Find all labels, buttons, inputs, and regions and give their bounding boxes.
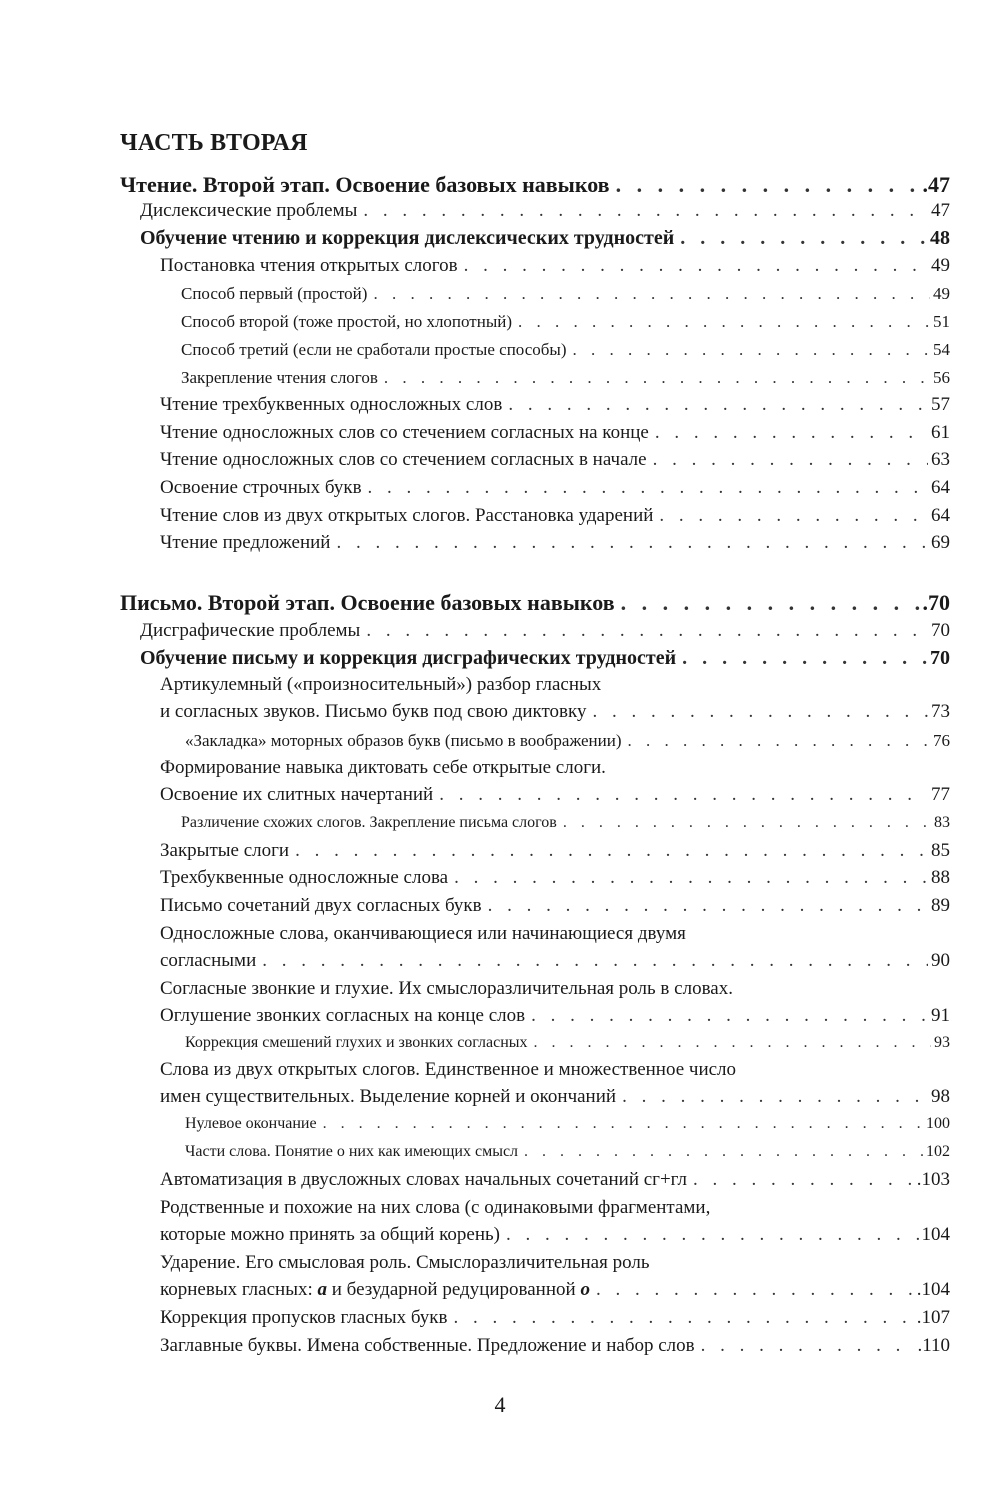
toc-entry-title: Обучение чтению и коррекция дислексических трудностей [140,227,675,249]
toc-entry-title: Чтение предложений [160,532,331,553]
toc-entry-page: 70 [930,647,950,669]
toc-entry-title: Автоматизация в двусложных словах начальных сочетаний сг+гл [160,1169,687,1190]
toc-entry-page: 69 [931,532,950,553]
toc-entry-page: 77 [931,784,950,805]
toc-entry-title: Заглавные буквы. Имена собственные. Предложение и набор слов [160,1335,695,1356]
toc-entry [185,1035,950,1051]
toc-entry-title-line1: Согласные звонкие и глухие. Их смыслоразличительная роль в словах. [160,978,733,999]
toc-entry-title: Коррекция смешений глухих и звонких согласных [185,1034,528,1051]
toc-entry-title-line1: Формирование навыка диктовать себе открытые слоги. [160,757,606,778]
toc-entry-page: 73 [931,701,950,722]
toc-entry-title: Трехбуквенные односложные слова [160,867,449,888]
toc-entry-page: .104 [916,1279,950,1300]
toc-entry-page: 102 [926,1143,950,1160]
toc-entry-page: 56 [933,368,950,387]
toc-entry-page: 51 [933,312,950,331]
toc-entry [160,1087,950,1106]
toc-entry-page: 85 [931,840,950,861]
toc-entry-title-line1: Артикулемный («произносительный») разбор гласных [160,674,602,695]
toc-entry-page: 57 [931,394,950,415]
toc-entry [140,201,950,220]
emphasized-letter: а [317,1279,327,1300]
toc-entry-title: Части слова. Понятие о них как имеющих смысл [185,1143,519,1160]
toc-entry-page: 93 [934,1034,950,1051]
toc-entry-page: 100 [926,1115,950,1132]
toc-entry-page: 90 [931,950,950,971]
toc-entry-title: Чтение односложных слов со стечением согласных в начале [160,449,647,470]
toc-entry-title: Постановка чтения открытых слогов [160,255,458,276]
toc-entry [160,785,950,804]
toc-entry-title: Чтение односложных слов со стечением согласных на конце [160,422,649,443]
toc-entry-page: 76 [933,731,950,750]
toc-entry-page: .103 [916,1169,950,1190]
toc-entry [120,174,950,196]
toc-entry [160,533,950,552]
toc-entry-title-part: корневых гласных: [160,1279,318,1300]
emphasized-letter: о [580,1279,590,1300]
toc-entry [160,951,950,970]
toc-entry [160,395,950,414]
toc-entry-title [160,1280,590,1299]
toc-entry-title: Способ первый (простой) [181,284,368,303]
toc-entry-page: 48 [930,227,950,249]
toc-entry-page: 64 [931,505,950,526]
part-title: ЧАСТЬ ВТОРАЯ [120,130,308,156]
toc-entry-page: 49 [933,284,950,303]
toc-entry-title: которые можно принять за общий корень) [160,1224,501,1245]
toc-entry-page: 61 [931,422,950,443]
toc-entry-page: 88 [931,867,950,888]
toc-entry [160,256,950,275]
toc-entry [120,592,950,614]
toc-entry [160,1336,950,1355]
toc-entry-page: .47 [922,172,950,197]
toc-entry-title: Закрытые слоги [160,840,290,861]
toc-entry-page: 89 [931,895,950,916]
toc-entry-title-part: и безударной редуцированной [327,1279,581,1300]
toc-entry [140,228,950,248]
toc-entry [181,313,950,330]
toc-entry-title: и согласных звуков. Письмо букв под свою диктовку [160,701,587,722]
toc-entry-page: .110 [917,1335,950,1356]
toc-entry-title: Дисграфические проблемы [140,620,361,641]
toc-entry [160,702,950,721]
toc-entry-page: 104 [921,1224,950,1245]
toc-entry-title: согласными [160,950,257,971]
toc-entry-title: Способ второй (тоже простой, но хлопотный) [181,312,513,331]
toc-entry-page: 63 [931,449,950,470]
toc-entry [160,1006,950,1025]
toc-entry-title: «Закладка» моторных образов букв (письмо в воображении) [185,731,622,750]
toc-entry [160,506,950,525]
toc-entry-title: Различение схожих слогов. Закрепление письма слогов [181,814,557,831]
toc-entry-title: Нулевое окончание [185,1115,317,1132]
toc-entry-page: 98 [931,1086,950,1107]
page-number: 4 [494,1392,506,1417]
toc-entry-page: 91 [931,1005,950,1026]
toc-entry-title: Оглушение звонких согласных на конце слов [160,1005,526,1026]
toc-entry-title: Чтение. Второй этап. Освоение базовых навыков [120,172,610,197]
toc-entry-title-line1: Ударение. Его смысловая роль. Смыслоразличительная роль [160,1252,650,1273]
toc-entry-page: 70 [931,620,950,641]
toc-entry-page: 47 [931,200,950,221]
toc-entry-title-line1: Слова из двух открытых слогов. Единственное и множественное число [160,1059,737,1080]
toc-entry-title: Дислексические проблемы [140,200,358,221]
toc-entry [160,841,950,860]
toc-entry-page: .107 [916,1307,950,1328]
toc-entry-title: Обучение письму и коррекция дисграфических трудностей [140,647,677,669]
toc-entry [185,1144,950,1160]
toc-entry-title-line1: Односложные слова, оканчивающиеся или начинающиеся двумя [160,923,686,944]
toc-entry-title: Письмо сочетаний двух согласных букв [160,895,482,916]
toc-entry [181,815,950,831]
toc-entry-page: 49 [931,255,950,276]
toc-entry [160,868,950,887]
toc-entry-page: 64 [931,477,950,498]
toc-entry [160,1308,950,1327]
toc-entry [181,369,950,386]
toc-entry [160,1280,950,1299]
toc-entry [160,478,950,497]
toc-entry-title: имен существительных. Выделение корней и окончаний [160,1086,617,1107]
toc-entry [181,341,950,358]
toc-entry [160,1225,950,1244]
toc-entry [185,732,950,749]
toc-entry-title: Чтение слов из двух открытых слогов. Расстановка ударений [160,505,654,526]
toc-entry-title: Способ третий (если не сработали простые способы) [181,340,567,359]
toc-entry [160,1170,950,1189]
toc-entry-title: Освоение строчных букв [160,477,362,498]
toc-entry-title: Освоение их слитных начертаний [160,784,434,805]
toc-entry [140,648,950,668]
toc-entry [160,423,950,442]
toc-entry-title-line1: Родственные и похожие на них слова (с одинаковыми фрагментами, [160,1197,711,1218]
toc-entry-title: Закрепление чтения слогов [181,368,378,387]
toc-entry-title: Коррекция пропусков гласных букв [160,1307,448,1328]
toc-entry [140,621,950,640]
toc-entry [181,285,950,302]
toc-entry-title: Письмо. Второй этап. Освоение базовых навыков [120,590,615,615]
toc-entry-page: 54 [933,340,950,359]
toc-entry [160,896,950,915]
toc-entry-page: 83 [934,814,950,831]
toc-entry-page: .70 [922,590,950,615]
toc-entry [160,450,950,469]
toc-entry-title: Чтение трехбуквенных односложных слов [160,394,503,415]
toc-entry [185,1116,950,1132]
